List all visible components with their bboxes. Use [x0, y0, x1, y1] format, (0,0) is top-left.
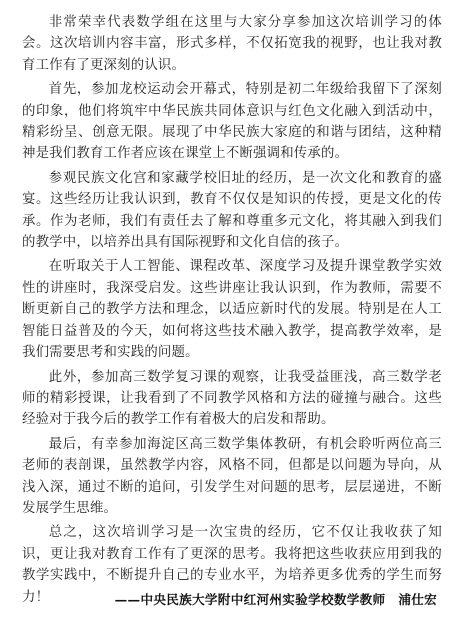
document-body	[22, 12, 442, 611]
paragraph-collective-research: 最后，有幸参加海淀区高三数学集体教研，有机会聆听两位高三老师的表剖课，虽然教学内容，风格不同，但都是以问题为导向，从浅入深，通过不断的追问，引发学生对问题的思考，层层递进，不断发展学生思维。	[22, 436, 442, 516]
paragraph-lectures: 在听取关于人工智能、课程改革、深度学习及提升课堂教学实效性的讲座时，我深受启发。这些讲座让我认识到，作为教师，需要不断更新自己的教学方法和理念，以适应新时代的发展。特别是在人工智能日益普及的今天，如何将这些技术融入教学，提高教学效率，是我们需要思考和实践的问题。	[22, 259, 442, 361]
author-signature: ——中央民族大学附中红河州实验学校数学教师 浦仕宏	[114, 592, 437, 607]
paragraph-intro: 非常荣幸代表数学组在这里与大家分享参加这次培训学习的体会。这次培训内容丰富，形式多样，不仅拓宽我的视野，也让我对教育工作有了更深刻的认识。	[22, 15, 442, 73]
paragraph-opening-ceremony: 首先，参加龙校运动会开幕式，特别是初二年级给我留下了深刻的印象，他们将筑牢中华民族共同体意识与红色文化融入到活动中，精彩纷呈、创意无限。展现了中华民族大家庭的和谐与团结，这种精神是我们教育工作者应该在课堂上不断强调和传承的。	[22, 82, 442, 162]
paragraph-class-observation: 此外，参加高三数学复习课的观察，让我受益匪浅，高三数学老师的精彩授课，让我看到了不同教学风格和方法的碰撞与融合。这些经验对于我今后的教学工作有着极大的启发和帮助。	[22, 369, 442, 428]
paragraph-conclusion: 总之，这次培训学习是一次宝贵的经历，它不仅让我收获了知识，更让我对教育工作有了更深的思考。我将把这些收获应用到我的教学实践中，不断提升自己的专业水平，为培养更多优秀的学生而努力！	[22, 525, 442, 605]
paragraph-cultural-visit: 参观民族文化宫和家藏学校旧址的经历，是一次文化和教育的盛宴。这些经历让我认识到，教育不仅仅是知识的传授，更是文化的传承。作为老师，我们有责任去了解和尊重多元文化，将其融入到我们的教学中，以培养出具有国际视野和文化自信的孩子。	[22, 170, 442, 251]
